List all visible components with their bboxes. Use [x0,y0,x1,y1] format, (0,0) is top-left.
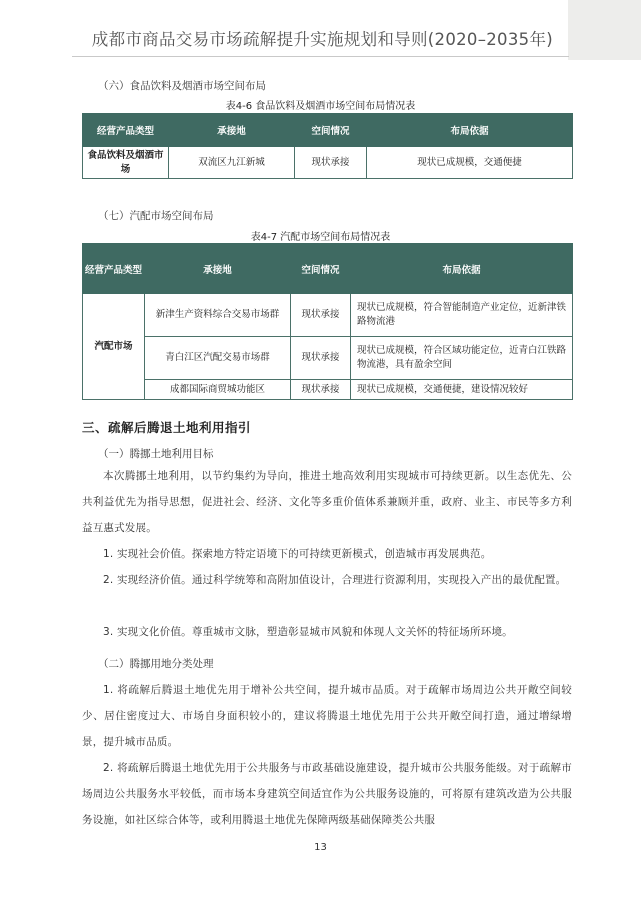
document-header-title: 成都市商品交易市场疏解提升实施规划和导则(2020–2035年) [91,30,553,49]
section7-heading: （七）汽配市场空间布局 [98,210,214,222]
header-decor-block [568,0,641,60]
table-4-7 [82,243,573,400]
intro-paragraph: 本次腾挪土地利用，以节约集约为导向，推进土地高效利用实现城市可持续更新。以生态优先、公共利益优先为指导思想，促进社会、经济、文化等多重价值体系兼顾并重，政府、业主、市民等多方利益互惠式发展。 [82,470,572,534]
column-header: 经营产品类型 [83,114,169,147]
land-use-item-1: 1. 将疏解后腾退土地优先用于增补公共空间，提升城市品质。对于疏解市场周边公共开敞空间较少、居住密度过大、市场自身面积较小的，建议将腾退土地优先用于公共开敞空间打造，通过增绿增景，提升城市品质。 [82,684,572,748]
table-row [83,147,573,179]
status-cell: 现状承接 [291,294,351,337]
table46-caption: 表4-6 食品饮料及烟酒市场空间布局情况表 [225,101,416,112]
subsection2-heading: （二）腾挪用地分类处理 [98,658,214,670]
status-cell: 现状承接 [295,147,367,179]
goal-point-3: 3. 实现文化价值。尊重城市文脉，塑造彰显城市风貌和体现人文关怀的特征场所环境。 [103,626,513,638]
page-number: 13 [314,842,327,853]
section3-title: 三、疏解后腾退土地利用指引 [82,420,252,435]
goal-point-1: 1. 实现社会价值。探索地方特定语境下的可持续更新模式，创造城市再发展典范。 [103,548,492,560]
table-4-6 [82,113,573,179]
column-header: 空间情况 [295,114,367,147]
basis-cell: 现状已成规模，符合区域功能定位，近青白江铁路物流港，具有盈余空间 [351,337,573,380]
table-header-row [83,244,573,294]
place-cell: 双流区九江新城 [169,147,295,179]
category-cell: 食品饮料及烟酒市场 [83,147,169,179]
place-cell: 青白江区汽配交易市场群 [145,337,291,380]
column-header: 布局依据 [367,114,573,147]
table47-caption: 表4-7 汽配市场空间布局情况表 [250,232,391,243]
basis-cell: 现状已成规模，交通便捷，建设情况较好 [351,380,573,400]
table-row [83,380,573,400]
table-row [83,294,573,337]
section6-heading: （六）食品饮料及烟酒市场空间布局 [98,80,266,92]
column-header: 布局依据 [351,244,573,294]
place-cell: 成都国际商贸城功能区 [145,380,291,400]
basis-cell: 现状已成规模，符合智能制造产业定位，近新津铁路物流港 [351,294,573,337]
column-header: 承接地 [169,114,295,147]
table-row [83,337,573,380]
category-cell: 汽配市场 [83,294,145,400]
subsection1-heading: （一）腾挪土地利用目标 [98,448,214,460]
basis-cell: 现状已成规模，交通便捷 [367,147,573,179]
column-header: 空间情况 [291,244,351,294]
header-divider [72,56,569,57]
status-cell: 现状承接 [291,380,351,400]
land-use-item-2: 2. 将疏解后腾退土地优先用于公共服务与市政基础设施建设，提升城市公共服务能级。对于疏解市场周边公共服务水平较低，而市场本身建筑空间适宜作为公共服务设施的，可将原有建筑改造为公共服务设施，如社区综合体等，或利用腾退土地优先保障两级基础保障类公共服 [82,762,572,826]
column-header: 经营产品类型 [83,244,145,294]
table-header-row [83,114,573,147]
place-cell: 新津生产资料综合交易市场群 [145,294,291,337]
status-cell: 现状承接 [291,337,351,380]
column-header: 承接地 [145,244,291,294]
goal-point-2: 2. 实现经济价值。通过科学统筹和高附加值设计，合理进行资源利用，实现投入产出的最优配置。 [103,574,567,586]
